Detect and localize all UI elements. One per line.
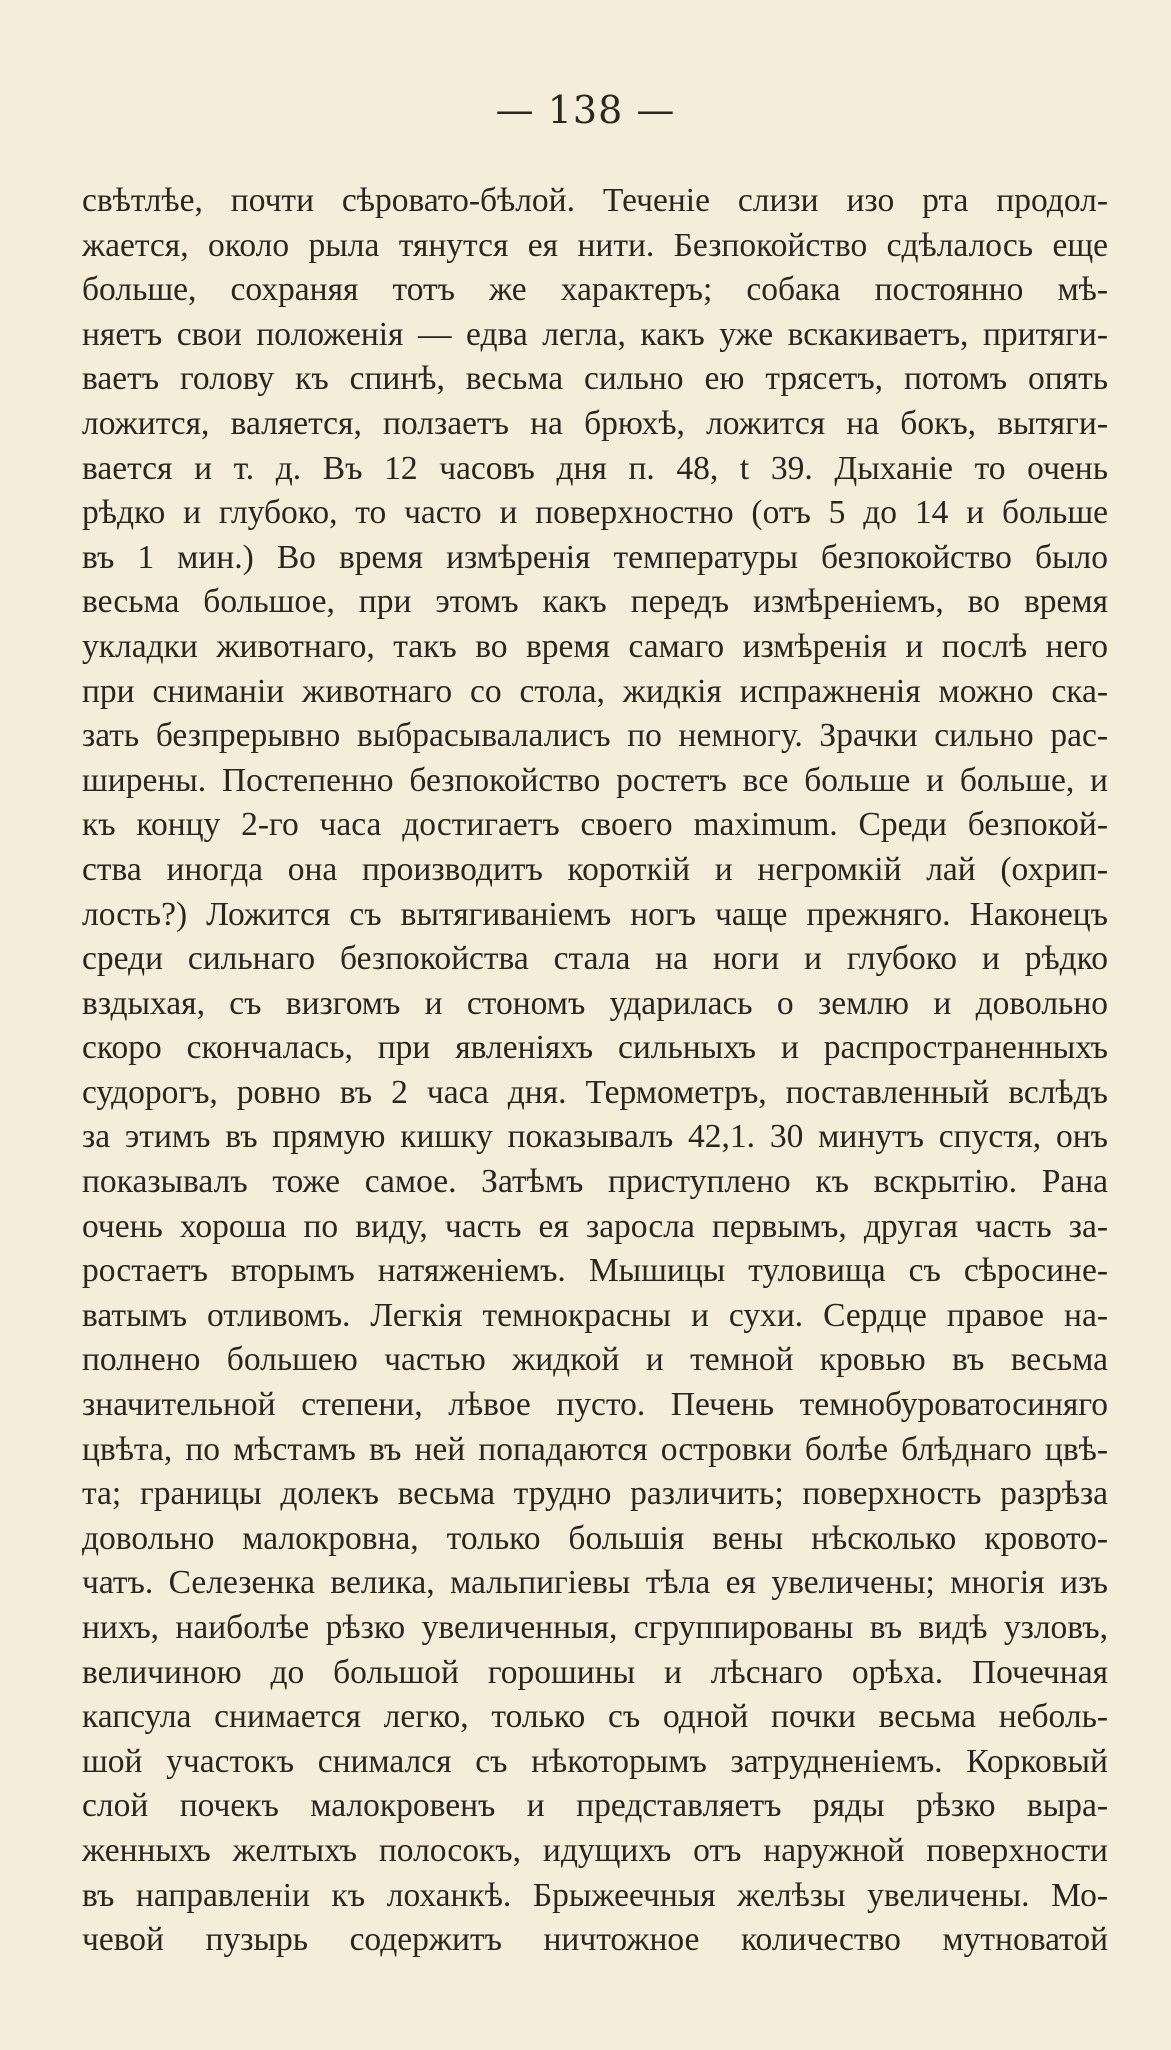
text-line: шой участокъ снимался съ нѣкоторымъ затрудненіемъ. Корковый xyxy=(82,1742,1108,1780)
text-line: рѣдко и глубоко, то часто и поверхностно (отъ 5 до 14 и больше xyxy=(82,494,1108,532)
text-line: въ 1 мин.) Во время измѣренія температуры безпокойство было xyxy=(82,538,1108,576)
text-line: вается и т. д. Въ 12 часовъ дня п. 48, t 39. Дыханіе то очень xyxy=(82,449,1108,487)
text-line: за этимъ въ прямую кишку показывалъ 42,1. 30 минутъ спустя, онъ xyxy=(82,1118,1108,1156)
text-line: показывалъ тоже самое. Затѣмъ приступлено къ вскрытію. Рана xyxy=(82,1163,1108,1201)
text-line: среди сильнаго безпокойства стала на ноги и глубоко и рѣдко xyxy=(82,940,1108,978)
text-line: при сниманіи животнаго со стола, жидкія испражненія можно ска- xyxy=(82,672,1108,710)
text-line: очень хороша по виду, часть ея заросла первымъ, другая часть за- xyxy=(82,1207,1108,1245)
text-line: ватымъ отливомъ. Легкія темнокрасны и сухи. Сердце правое на- xyxy=(82,1296,1108,1334)
text-line: укладки животнаго, такъ во время самаго измѣренія и послѣ него xyxy=(82,627,1108,665)
text-line: ростаетъ вторымъ натяженіемъ. Мышицы туловища съ сѣросине- xyxy=(82,1252,1108,1290)
text-line: няетъ свои положенія — едва легла, какъ уже вскакиваетъ, притяги- xyxy=(82,315,1108,353)
text-line: свѣтлѣе, почти сѣровато-бѣлой. Теченіе слизи изо рта продол- xyxy=(82,182,1108,219)
text-line: ства иногда она производитъ короткій и негромкій лай (охрип- xyxy=(82,850,1108,888)
text-line: ложится, валяется, ползаетъ на брюхѣ, ложится на бокъ, вытяги- xyxy=(82,404,1108,442)
text-line: больше, сохраняя тотъ же характеръ; собака постоянно мѣ- xyxy=(82,271,1108,309)
text-line: скоро скончалась, при явленіяхъ сильныхъ и распространенныхъ xyxy=(82,1029,1108,1067)
body-text xyxy=(82,179,1108,1963)
text-line: полнено большею частью жидкой и темной кровью въ весьма xyxy=(82,1341,1108,1379)
text-line: судорогъ, ровно въ 2 часа дня. Термометръ, поставленный вслѣдъ xyxy=(82,1073,1108,1111)
text-line: зать безпрерывно выбрасывалалисъ по немногу. Зрачки сильно рас- xyxy=(82,717,1108,755)
text-line: къ концу 2-го часа достигаетъ своего maximum. Среди безпокой- xyxy=(82,806,1108,844)
text-line: вздыхая, съ визгомъ и стономъ ударилась о землю и довольно xyxy=(82,984,1108,1022)
text-line: весьма большое, при этомъ какъ передъ измѣреніемъ, во время xyxy=(82,583,1108,621)
text-line: жается, около рыла тянутся ея нити. Безпокойство сдѣлалось еще xyxy=(82,226,1108,264)
text-line: величиною до большой горошины и лѣснаго орѣха. Почечная xyxy=(82,1653,1108,1691)
text-line: слой почекъ малокровенъ и представляетъ ряды рѣзко выра- xyxy=(82,1787,1108,1825)
text-line: ширены. Постепенно безпокойство ростетъ все больше и больше, и xyxy=(82,761,1108,799)
text-line: чевой пузырь содержитъ ничтожное количество мутноватой xyxy=(82,1921,1108,1959)
text-line: лость?) Ложится съ вытягиваніемъ ногъ чаще прежняго. Наконецъ xyxy=(82,895,1108,933)
text-line: нихъ, наиболѣе рѣзко увеличенныя, сгруппированы въ видѣ узловъ, xyxy=(82,1609,1108,1646)
text-line: ваетъ голову къ спинѣ, весьма сильно ею трясетъ, потомъ опять xyxy=(82,360,1108,398)
text-line: довольно малокровна, только большія вены нѣсколько кровото- xyxy=(82,1519,1108,1557)
text-line: чатъ. Селезенка велика, мальпигіевы тѣла ея увеличены; многія изъ xyxy=(82,1564,1108,1602)
text-line: женныхъ желтыхъ полосокъ, идущихъ отъ наружной поверхности xyxy=(82,1831,1108,1869)
text-line: цвѣта, по мѣстамъ въ ней попадаются островки болѣе блѣднаго цвѣ- xyxy=(82,1430,1108,1468)
text-line: значительной степени, лѣвое пусто. Печень темнобуроватосиняго xyxy=(82,1386,1108,1424)
page-number: — 138 — xyxy=(495,88,676,132)
text-line: та; границы долекъ весьма трудно различить; поверхность разрѣза xyxy=(82,1475,1108,1513)
text-line: капсула снимается легко, только съ одной почки весьма неболь- xyxy=(82,1698,1108,1736)
text-line: въ направленіи къ лоханкѣ. Брыжеечныя желѣзы увеличены. Мо- xyxy=(82,1876,1108,1914)
